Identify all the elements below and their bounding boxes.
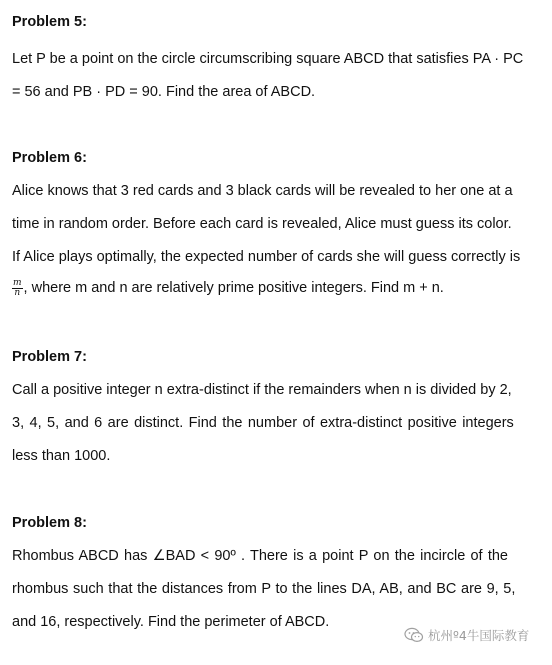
problem-text-line: 3, 4, 5, and 6 are distinct. Find the number of extra-distinct positive integers [12, 415, 514, 431]
problem-text-line: Alice knows that 3 red cards and 3 black cards will be revealed to her one at a [12, 183, 513, 199]
problem-text-line: less than 1000. [12, 448, 111, 464]
watermark-text: 杭州º4牛国际教育 [428, 628, 530, 643]
problem-text-line: Rhombus ABCD has ∠BAD < 90º . There is a point P on the incircle of the [12, 548, 508, 564]
watermark [404, 626, 529, 644]
problem-text-tail: , where m and n are relatively prime positive integers. Find m + n. [23, 280, 444, 296]
problem-text-line: If Alice plays optimally, the expected number of cards she will guess correctly is [12, 249, 521, 265]
fraction-numerator: m [13, 277, 22, 288]
problem-text-line [12, 278, 444, 298]
problem-title: Problem 7: [12, 349, 87, 365]
wechat-icon [404, 627, 424, 643]
problem-text-line: Call a positive integer n extra-distinct if the remainders when n is divided by 2, [12, 382, 512, 398]
problem-title: Problem 8: [12, 515, 87, 531]
fraction-denominator: n [14, 287, 21, 298]
problem-text-line: rhombus such that the distances from P to the lines DA, AB, and BC are 9, 5, [12, 581, 516, 597]
fraction-m-over-n [12, 279, 23, 298]
problem-text-line: time in random order. Before each card is revealed, Alice must guess its color. [12, 216, 512, 232]
problem-7 [12, 347, 540, 464]
problem-8 [12, 513, 540, 630]
problem-text-line: Let P be a point on the circle circumscribing square ABCD that satisfies PA · PC [12, 51, 524, 67]
problem-title: Problem 5: [12, 14, 87, 30]
problem-text-line: and 16, respectively. Find the perimeter of ABCD. [12, 614, 330, 630]
problem-title: Problem 6: [12, 150, 87, 166]
problem-text-line: = 56 and PB · PD = 90. Find the area of ABCD. [12, 84, 316, 100]
problem-5 [12, 12, 540, 100]
problem-6 [12, 148, 540, 298]
